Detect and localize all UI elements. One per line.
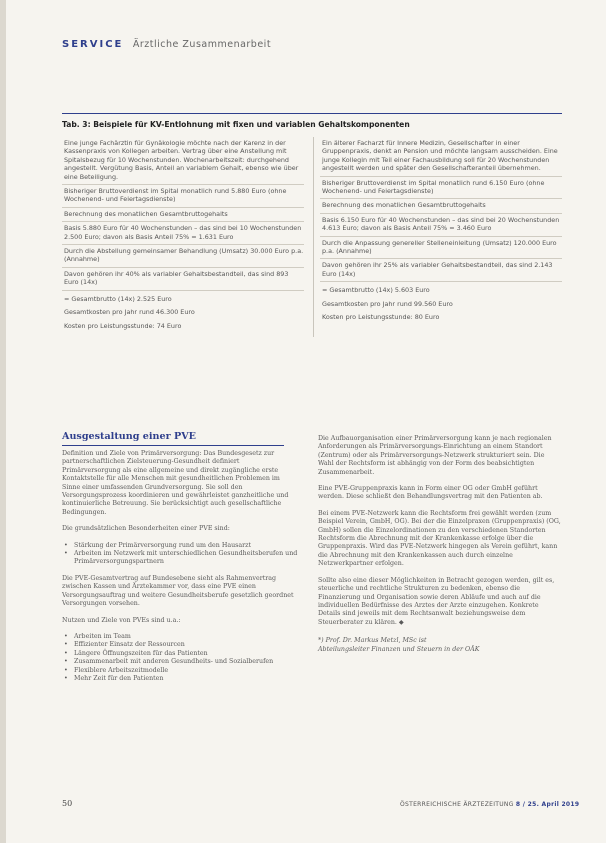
paragraph: Die Aufbauorganisation einer Primärversorgung kann je nach regionalen Anforderungen als Primärversorgungs-Einrichtung an einem Standort (Zentrum) oder als Primärversorgungs-Netzwerk strukturiert sein. Die Wahl der Rechtsform ist abhängig von der Form des beabsichtigten Zusammenarbeit. [318,435,552,476]
footer-magazine [400,801,579,808]
table-cell: Bisheriger Bruttoverdienst im Spital monatlich rund 6.150 Euro (ohne Wochenend- und Feiertagsdienste) [320,177,562,200]
heading-rule [62,445,284,446]
table-cell: Ein älterer Facharzt für Innere Medizin, Gesellschafter in einer Gruppenpraxis, denkt an Pension und möchte langsam ausscheiden. Eine junge Kollegin mit Teil einer Fachausbildung soll für 20 Wochenstunden angestellt werden und später den Gesellschafteranteil übernehmen. [320,137,562,177]
bullet-list [62,542,298,567]
table-column-divider [313,137,314,337]
table-cell: Davon gehören ihr 25% als variabler Gehaltsbestandteil, das sind 2.143 Euro (14x) [320,259,562,282]
page-number: 50 [62,799,73,808]
section-topic: Ärztliche Zusammenarbeit [132,39,272,50]
table-cell: Kosten pro Leistungsstunde: 80 Euro [322,313,440,322]
table-cell: Gesamtkosten pro Jahr rund 99.560 Euro [322,299,453,308]
author-name: *) Prof. Dr. Markus Metzl, MSc ist [318,637,427,645]
magazine-name: ÖSTERREICHISCHE ÄRZTEZEITUNG [400,801,514,808]
paragraph: Bei einem PVE-Netzwerk kann die Rechtsform frei gewählt werden (zum Beispiel Verein, GmbH, OG). Bei der die Einzelpraxen (Gruppenpraxis) (OG, GmbH) sollen die Einzelordinationen zu den verschiedenen Standorten Rechtsform die Abrechnung mit der Krankenkasse erfolge über die Gruppenpraxis. Wird das PVE-Netzwerk hingegen als Verein geführt, kann die Abrechnung mit den Krankenkassen auch durch einzelne Netzwerkpartner erfolgen. [318,509,561,568]
list-item: • Längere Öffnungszeiten für das Patienten [72,650,298,658]
page-edge [0,0,6,843]
table-cell: Basis 6.150 Euro für 40 Wochenstunden – das sind bei 20 Wochenstunden 4.613 Euro; davon als Basis Anteil 75% = 3.460 Euro [320,214,562,237]
table-column-left [62,137,304,333]
paragraph: Eine PVE-Gruppenpraxis kann in Form einer OG oder GmbH geführt werden. Diese schließt den Behandlungsvertrag mit den Patienten ab. [318,485,543,501]
paragraph: Definition und Ziele von Primärversorgung: Das Bundesgesetz zur partnerschaftlichen Zielsteuerung-Gesundheit definiert Primärversorgung als eine allgemeine und direkt zugängliche erste Kontaktstelle für alle Menschen mit gesundheitlichen Problemen im Sinne einer umfassenden Grundversorgung. Sie soll den Versorgungsprozess koordinieren und gewährleistet ganzheitliche und kontinuierliche Betreuung. Sie berücksichtigt auch gesellschaftliche Bedingungen. [62,450,289,516]
list-item: • Mehr Zeit für den Patienten [72,675,298,683]
table-cell: Bisheriger Bruttoverdienst im Spital monatlich rund 5.880 Euro (ohne Wochenend- und Feiertagsdienste) [62,185,304,208]
list-item: • Zusammenarbeit mit anderen Gesundheits- und Sozialberufen [72,658,298,666]
table-cell: Durch die Abstellung gemeinsamer Behandlung (Umsatz) 30.000 Euro p.a. (Annahme) [62,245,304,268]
table-cell: Berechnung des monatlichen Gesamtbruttogehalts [62,208,304,222]
author-role: Abteilungsleiter Finanzen und Steuern in der OÄK [318,645,480,653]
paragraph [318,577,562,627]
article-column-right [318,435,562,654]
paragraph-text: Sollte also eine dieser Möglichkeiten in Betracht gezogen werden, gilt es, steuerliche und rechtliche Strukturen zu bedenken, ebenso die Finanzierung und Organisation sowie deren Abläufe und auch auf die individuellen Bedürfnisse des Arztes der Arzte einzugehen. Konkrete Details sind jeweils mit dem Rechtsanwalt beziehungsweise dem Steuerberater zu klären. [318,576,555,626]
paragraph: Nutzen und Ziele von PVEs sind u.a.: [62,616,181,624]
article-heading: Ausgestaltung einer PVE [62,431,196,442]
salary-table [62,137,562,337]
article-column-left [62,450,298,691]
author-note [318,637,562,654]
table-title: Tab. 3: Beispiele für KV-Entlohnung mit fixen und variablen Gehaltskomponenten [62,113,562,129]
table-cell: Berechnung des monatlichen Gesamtbruttogehalts [320,199,562,213]
list-item: • Flexiblere Arbeitszeitmodelle [72,667,298,675]
list-item: • Arbeiten im Team [72,633,298,641]
table-cell: Gesamtkosten pro Jahr rund 46.300 Euro [64,308,195,317]
bullet-list [62,633,298,683]
table-column-right [320,137,562,325]
table-cell: Kosten pro Leistungsstunde: 74 Euro [64,321,182,330]
paragraph: Die PVE-Gesamtvertrag auf Bundesebene sieht als Rahmenvertrag zwischen Kassen und Ärztekammer vor, dass eine PVE einen Versorgungsauftrag und weitere Gesundheitsberufe gesetzlich geordnet Versorgungen vorsehen. [62,574,294,608]
list-item: • Arbeiten im Netzwerk mit unterschiedlichen Gesundheitsberufen und Primärversorgungspartnern [72,550,298,567]
table-cell: = Gesamtbrutto (14x) 5.603 Euro [322,286,430,295]
end-mark-icon: ◆ [398,618,404,626]
table-cell: Durch die Anpassung genereller Stelleneinleitung (Umsatz) 120.000 Euro p.a. (Annahme) [320,237,562,260]
table-cell: Davon gehören ihr 40% als variabler Gehaltsbestandteil, das sind 893 Euro (14x) [62,268,304,291]
paragraph: Die grundsätzlichen Besonderheiten einer PVE sind: [62,525,230,533]
table-cell: Basis 5.880 Euro für 40 Wochenstunden – das sind bei 10 Wochenstunden 2.500 Euro; davon als Basis Anteil 75% = 1.631 Euro [62,222,304,245]
issue-info: 8 / 25. April 2019 [515,801,580,808]
running-header [62,39,271,50]
table-cell: = Gesamtbrutto (14x) 2.525 Euro [64,294,172,303]
list-item: • Stärkung der Primärversorgung rund um den Hausarzt [72,542,298,550]
list-item: • Effizienter Einsatz der Ressourcen [72,641,298,649]
table-cell: Eine junge Fachärztin für Gynäkologie möchte nach der Karenz in der Kassenpraxis von Kollegen arbeiten. Vertrag über eine Anstellung mit Spitalsbezug für 10 Wochenstunden. Wochenarbeitszeit: durchgehend angestellt. Vergütung Basis, Anteil an variablem Gehalt, ebenso wie über eine Beteiligung. [62,137,304,185]
section-label: SERVICE [62,39,124,50]
